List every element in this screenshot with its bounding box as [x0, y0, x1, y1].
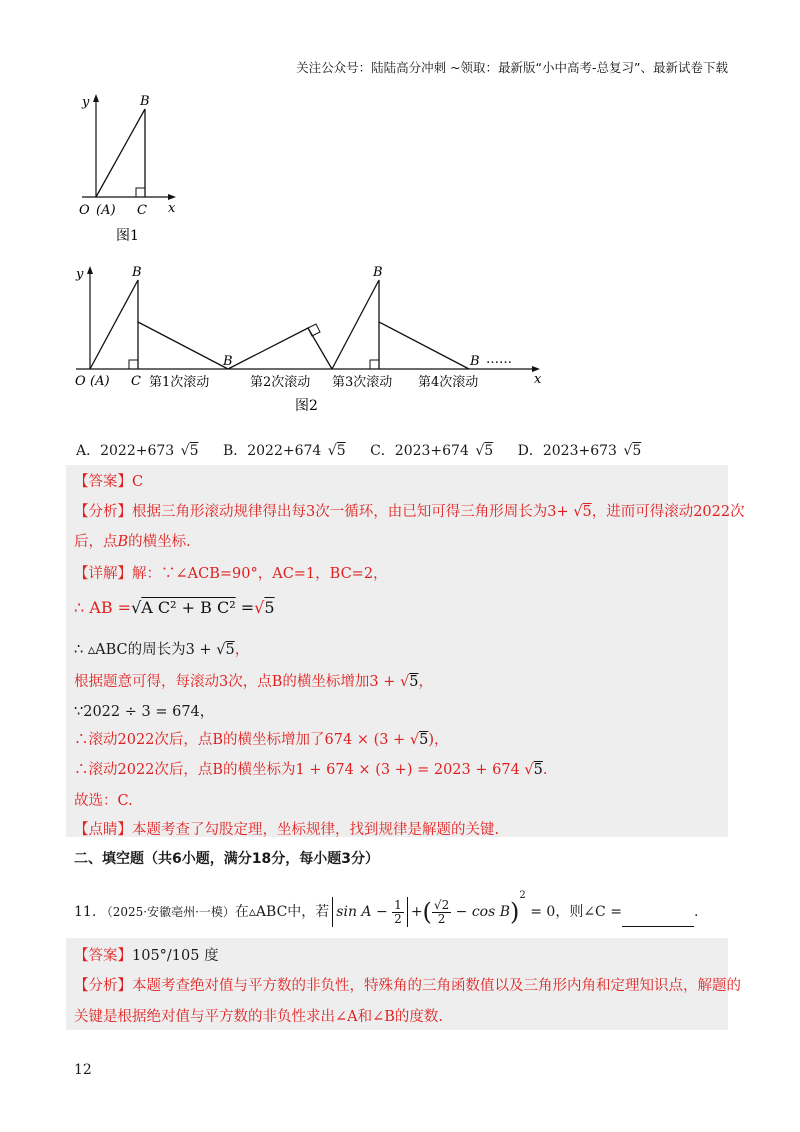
fig2-b3-label: B [373, 265, 383, 280]
detail-text-8: 故选：C. [74, 793, 133, 809]
answer-value: C [132, 474, 144, 490]
fig2-dots: …… [486, 352, 512, 367]
fig2-a-label: (A) [90, 374, 110, 389]
detail-line-3: ∴ ▵ABC的周长为3 + √5， [74, 642, 250, 658]
detail-line-5 [74, 700, 214, 721]
fig2-y-label: y [76, 267, 84, 282]
page-header: 关注公众号：陆陆高分冲刺 ~领取：最新版“小中高考-总复习”、最新试卷下载 [296, 60, 728, 75]
q11-analysis-tag: 【分析】 [74, 978, 132, 994]
analysis-text-2a: 后，点 [74, 534, 118, 550]
q11-exponent: 2 [519, 890, 526, 901]
frac1-num: 1 [394, 897, 402, 912]
q11-stem-b: = 0，则∠C = [525, 904, 622, 920]
detail-line-7: ∴滚动2022次后，点B的横坐标为1 + 674 × (3 +) = 2023 + 674 √5. [74, 762, 548, 778]
detail-text-6b: )， [428, 732, 449, 748]
radical-d: 5 [632, 443, 642, 459]
fig1-c-label: C [137, 203, 147, 218]
choice-b: B．2022+674 [222, 443, 322, 459]
choice-c: C．2023+674 [370, 443, 469, 459]
frac1-den: 2 [394, 911, 402, 926]
q11-frac-1 [392, 899, 404, 926]
q11-frac-2 [432, 899, 451, 926]
analysis-radical: 5 [582, 504, 592, 520]
detail-text-4a: 根据题意可得，每滚动3次，点B的横坐标增加3 + [74, 674, 396, 690]
fig2-c-label: C [131, 374, 141, 389]
fig1-x-label: x [168, 201, 176, 216]
fig2-step-1: 第1次滚动 [149, 375, 210, 390]
fig2-x-label: x [534, 372, 542, 387]
answer-choices: A．2022+673 √5 B．2022+674 √5 C．2023+674 √5 D．2023+673 √5 [76, 443, 642, 459]
answer-line [74, 470, 143, 491]
q11-analysis-text-2: 关键是根据绝对值与平方数的非负性求出∠A和∠B的度数. [74, 1009, 444, 1025]
detail-text-7a: ∴滚动2022次后，点B的横坐标为1 + 674 × (3 +) = 2023 + 674 [74, 762, 520, 778]
figure-2 [70, 262, 560, 420]
radical-a: 5 [189, 443, 199, 459]
abs-bar-right [407, 897, 408, 927]
radical-c: 5 [484, 443, 494, 459]
page-number: 12 [74, 1062, 92, 1078]
comment-text: 本题考查了勾股定理，坐标规律，找到规律是解题的关键. [132, 822, 500, 838]
fig1-o-label: O [79, 203, 90, 218]
q11-sin: sin A − [336, 904, 388, 920]
detail-radical-3: 5 [225, 642, 235, 658]
fig2-b1-label: B [132, 265, 142, 280]
q11-end: . [693, 904, 699, 920]
detail-text-3b: ， [234, 642, 250, 658]
detail-line-6: ∴滚动2022次后，点B的横坐标增加了674 × (3 + √5)， [74, 732, 449, 748]
detail-text-7b: . [542, 762, 548, 778]
detail-radical-7: 5 [533, 762, 543, 778]
detail-text-4b: ， [418, 674, 433, 690]
q11-plus: + [410, 904, 423, 920]
fig1-b-label: B [140, 94, 150, 109]
fig2-step-3: 第3次滚动 [332, 375, 393, 390]
frac2-den: 2 [437, 911, 446, 926]
question-11: 11. （2025·安徽亳州·一模）在▵ABC中，若 sin A − $\frac{1}{2}$ +( $\frac{√2}{2} - \cos B)^2 = 0$，则∠C = . [74, 890, 699, 926]
choice-d: D．2023+673 [517, 443, 617, 459]
q11-answer-line [74, 944, 219, 965]
comment-line [74, 818, 499, 839]
fig1-a-label: (A) [96, 203, 116, 218]
answer-tag: 【答案】 [74, 474, 132, 490]
comment-tag: 【点睛】 [74, 822, 132, 838]
analysis-point-b: B [117, 534, 129, 550]
analysis-text-1a: 根据三角形滚动规律得出每3次一循环，由已知可得三角形周长为3+ [132, 504, 569, 520]
q11-analysis-line-1 [74, 974, 741, 995]
detail-text-6a: ∴滚动2022次后，点B的横坐标增加了674 × (3 + [74, 732, 406, 748]
q11-cos: − cos B [455, 904, 511, 920]
q11-answer-blank[interactable] [622, 912, 694, 927]
q11-stem-a: 在▵ABC中，若 [234, 904, 330, 920]
frac2-num: √2 [433, 897, 450, 912]
analysis-text-2b: 的横坐标. [128, 534, 191, 550]
fig2-b4-label: B [470, 354, 480, 369]
analysis-tag: 【分析】 [74, 504, 132, 520]
detail-line-1 [74, 562, 388, 583]
detail-text-5: ∵2022 ÷ 3 = 674， [74, 704, 215, 720]
choice-a: A．2022+673 [76, 443, 175, 459]
detail-line-8 [74, 789, 133, 810]
fig1-y-label: y [82, 95, 90, 110]
detail-line-4: 根据题意可得，每滚动3次，点B的横坐标增加3 + √5， [74, 674, 433, 690]
fig2-b2-label: B [223, 354, 233, 369]
detail-radical-4: 5 [409, 674, 419, 690]
q11-answer-tag: 【答案】 [74, 948, 132, 964]
analysis-text-1b: ，进而可得滚动2022次 [591, 504, 745, 520]
figure-1 [70, 92, 200, 247]
fig2-step-4: 第4次滚动 [418, 375, 479, 390]
q11-analysis-line-2 [74, 1005, 443, 1026]
q11-answer-value: 105°/105 度 [132, 948, 219, 964]
fig2-o-label: O [75, 374, 86, 389]
analysis-line-1: 【分析】根据三角形滚动规律得出每3次一循环，由已知可得三角形周长为3+ √5，进而可得滚动2022次 [74, 504, 745, 520]
analysis-line-2 [74, 530, 191, 551]
fig2-caption: 图2 [295, 398, 318, 414]
q11-source: （2025·安徽亳州·一模） [100, 905, 235, 919]
section-heading: 二、填空题（共6小题，满分18分，每小题3分） [74, 851, 379, 867]
radical-b: 5 [336, 443, 346, 459]
detail-text-2a: ∴ AB = [74, 598, 132, 617]
detail-radical-2b: 5 [264, 598, 275, 617]
q11-analysis-text-1: 本题考查绝对值与平方数的非负性，特殊角的三角函数值以及三角形内角和定理知识点，解题的 [132, 978, 741, 994]
q11-number: 11. [74, 904, 97, 920]
fig1-caption: 图1 [116, 228, 139, 244]
detail-text-3a: ∴ ▵ABC的周长为3 + [74, 642, 212, 658]
detail-text-1: 解：∵∠ACB=90°，AC=1，BC=2， [132, 566, 388, 582]
detail-line-2: ∴ AB =√A C² + B C² =√5 [74, 598, 275, 617]
detail-text-2b: = [235, 598, 255, 617]
detail-radical-2: A C² + B C² [141, 598, 236, 617]
detail-tag: 【详解】 [74, 566, 132, 582]
detail-radical-6: 5 [419, 732, 429, 748]
fig2-step-2: 第2次滚动 [250, 375, 311, 390]
abs-bar-left [332, 897, 333, 927]
